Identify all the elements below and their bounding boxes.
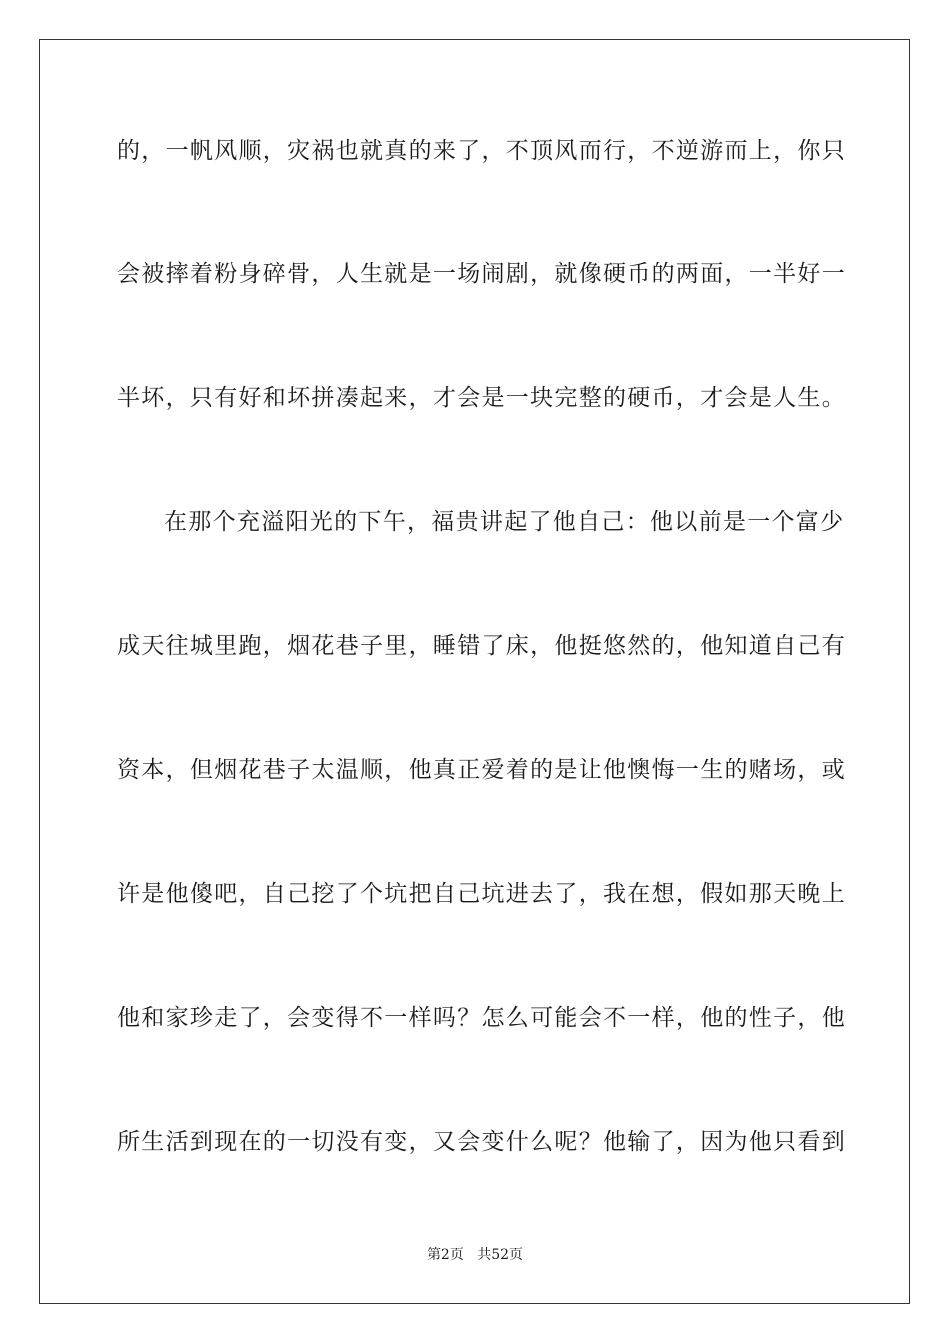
paragraph-line: 资本，但烟花巷子太温顺，他真正爱着的是让他懊悔一生的赌场，或	[117, 757, 846, 783]
paragraph-line: 成天往城里跑，烟花巷子里，睡错了床，他挺悠然的，他知道自己有	[117, 633, 846, 659]
page-total: 共52页	[477, 1247, 524, 1263]
paragraph-line: 在那个充溢阳光的下午，福贵讲起了他自己：他以前是一个富少	[164, 509, 845, 535]
page-number: 第2页	[426, 1247, 464, 1263]
paragraph-line: 会被摔着粉身碎骨，人生就是一场闹剧，就像硬币的两面，一半好一	[117, 261, 846, 287]
paragraph-line: 的，一帆风顺，灾祸也就真的来了，不顶风而行，不逆游而上，你只	[117, 138, 846, 164]
page-border	[39, 39, 910, 1304]
paragraph-line: 半坏，只有好和坏拼凑起来，才会是一块完整的硬币，才会是人生。	[117, 385, 846, 411]
paragraph-line: 他和家珍走了，会变得不一样吗？怎么可能会不一样，他的性子，他	[117, 1005, 846, 1031]
paragraph-line: 所生活到现在的一切没有变，又会变什么呢？他输了，因为他只看到	[117, 1129, 846, 1155]
page-footer	[0, 1245, 950, 1265]
paragraph-line: 许是他傻吧，自己挖了个坑把自己坑进去了，我在想，假如那天晚上	[117, 881, 846, 907]
